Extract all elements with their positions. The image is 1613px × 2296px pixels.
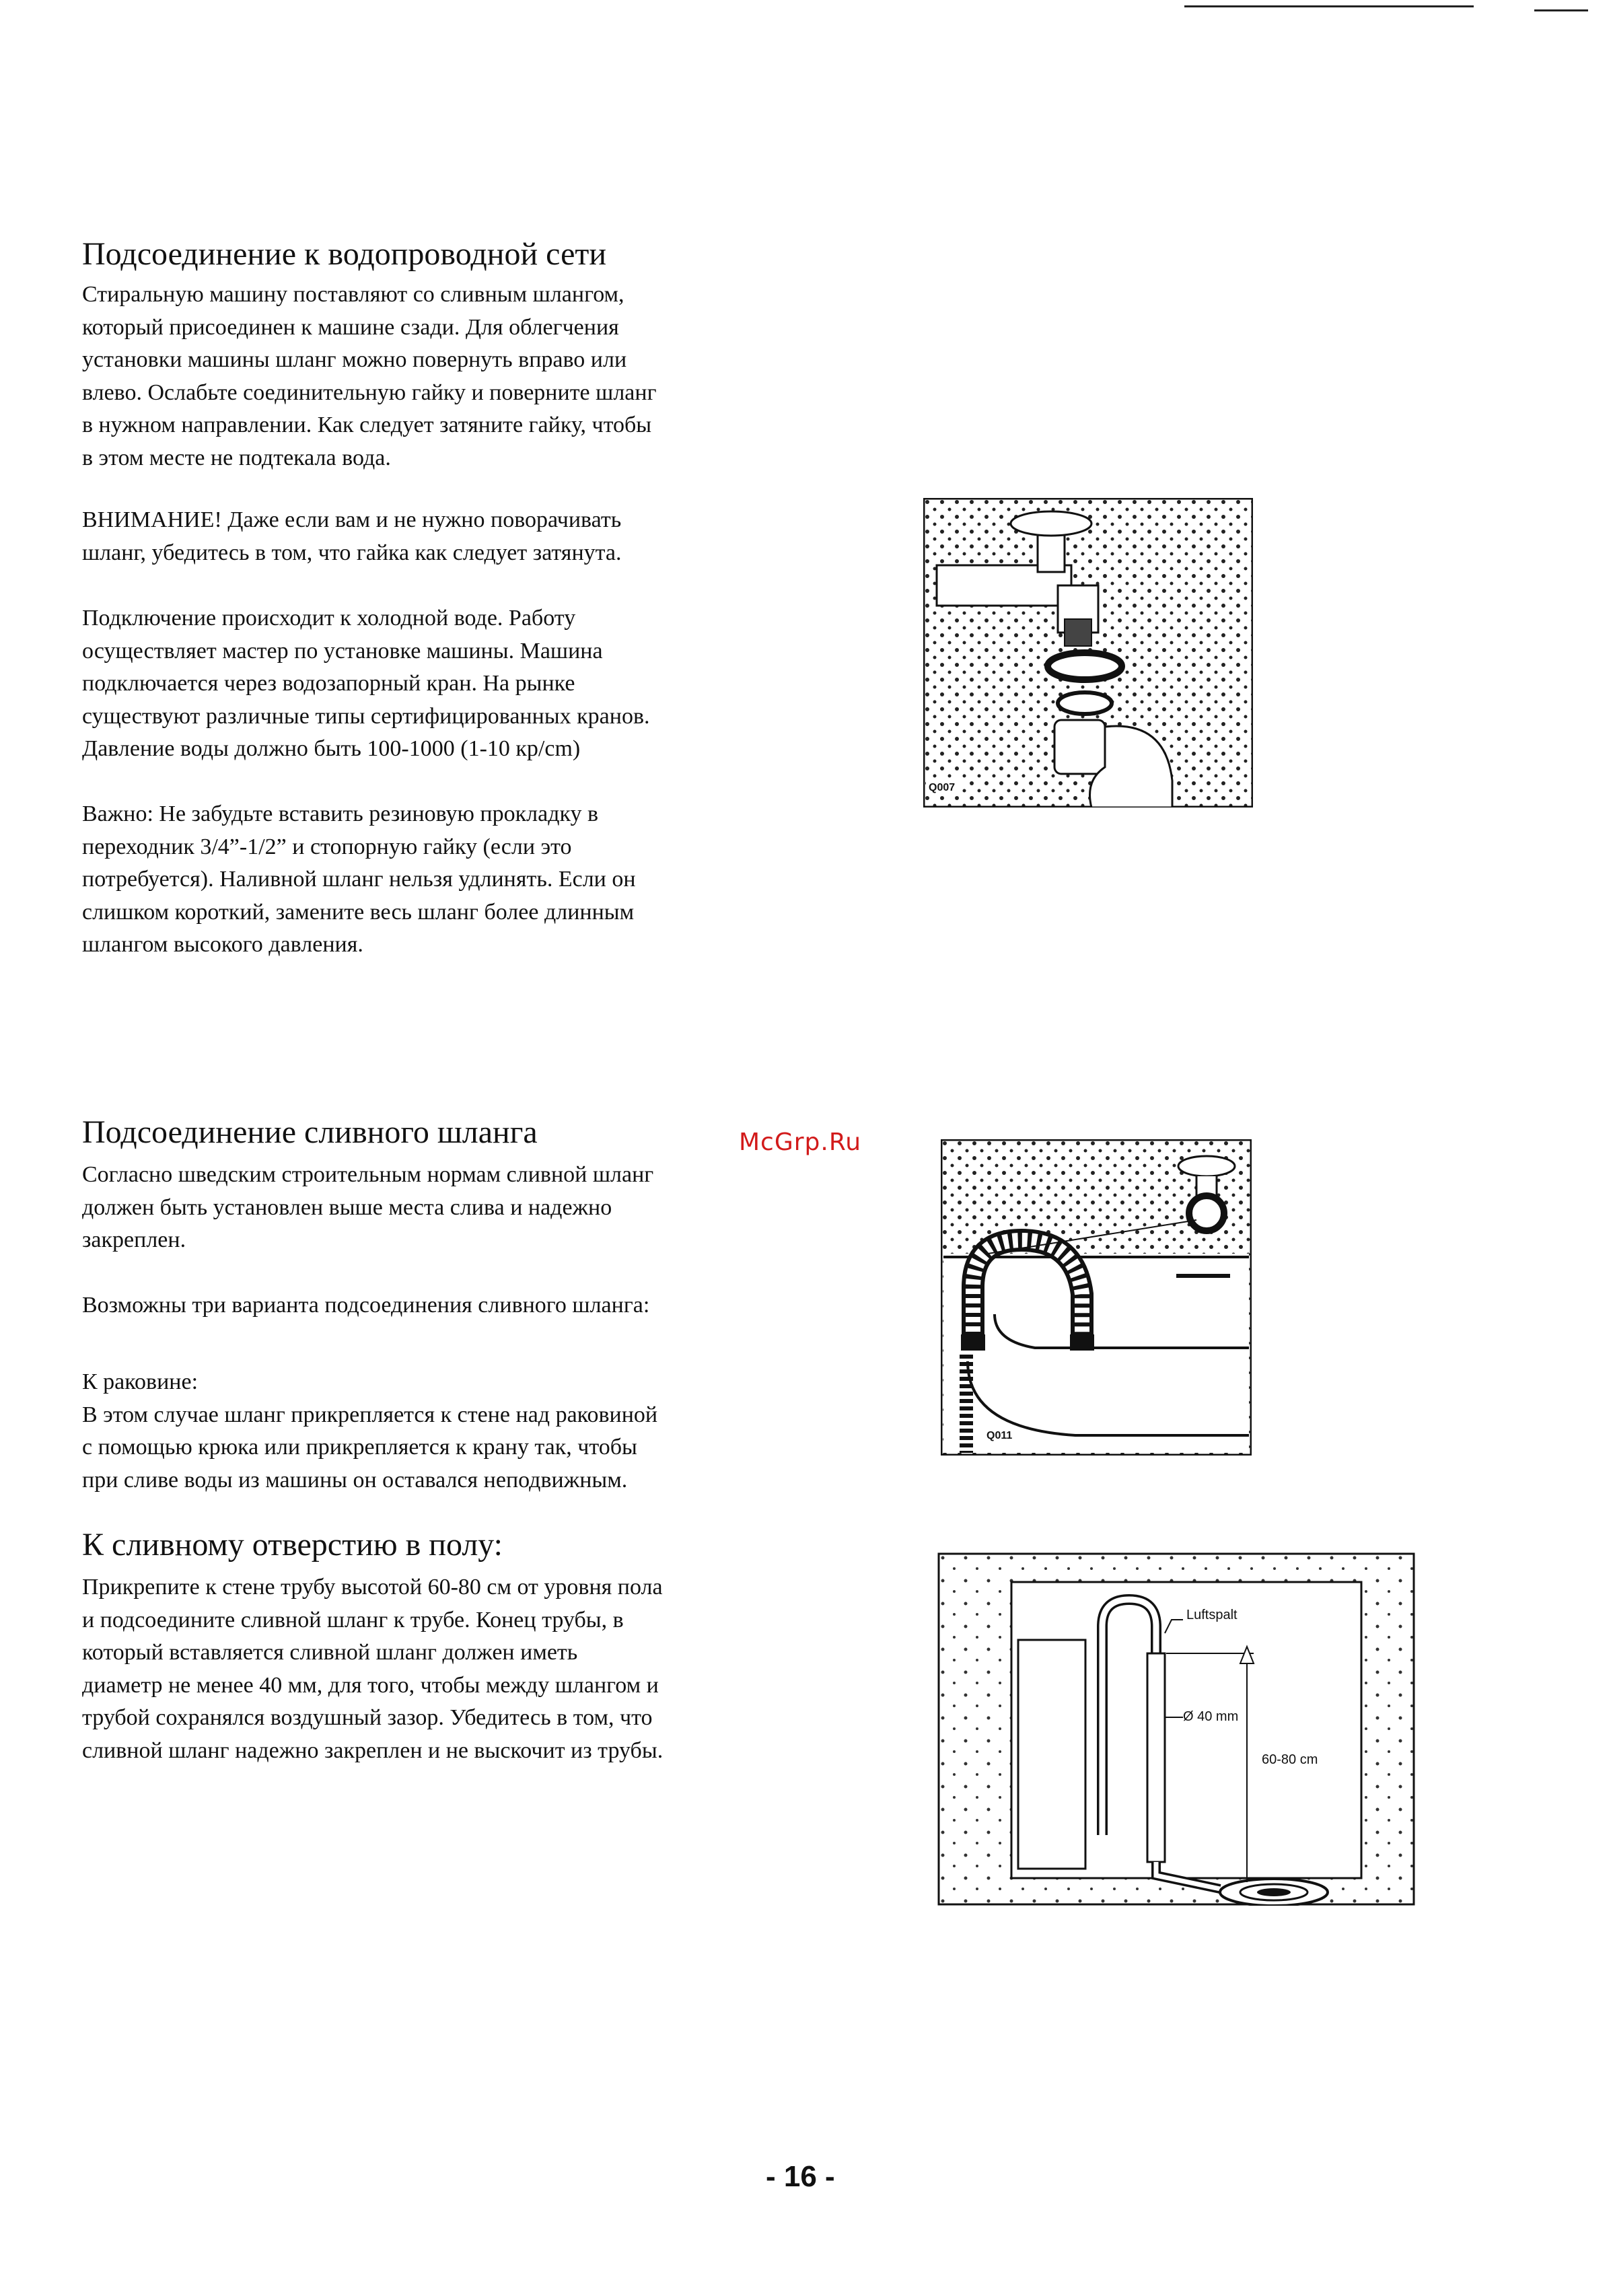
text-line: диаметр не менее 40 мм, для того, чтобы между шлангом и [82,1672,659,1698]
text-line: Возможны три варианта подсоединения сливного шланга: [82,1293,650,1318]
text-line: Давление воды должно быть 100-1000 (1-10 кр/cm) [82,736,581,761]
section-floor-para-1 [82,1571,663,1767]
watermark-text: McGrp.Ru [739,1128,862,1156]
sink-drain-drawing [941,1139,1252,1456]
text-line: трубой сохранялся воздушный зазор. Убедитесь в том, что [82,1705,653,1730]
text-line: Стиральную машину поставляют со сливным шлангом, [82,282,624,307]
height-label: 60-80 cm [1262,1752,1318,1767]
faucet-figure-code: Q007 [929,782,956,793]
text-line: В этом случае шланг прикрепляется к стене над раковиной [82,1402,658,1427]
section-drain-title: Подсоединение сливного шланга [82,1114,538,1150]
diameter-label: Ø 40 mm [1183,1709,1239,1724]
text-line: подключается через водозапорный кран. На рынке [82,671,575,696]
section-water-para-3 [82,602,650,766]
text-line: потребуется). Наливной шланг нельзя удлинять. Если он [82,867,636,892]
section-water-title: Подсоединение к водопроводной сети [82,236,607,272]
section-water-warning [82,504,622,569]
page-number: - 16 - [766,2160,835,2193]
text-line: сливной шланг надежно закреплен и не выскочит из трубы. [82,1737,664,1763]
text-line: установки машины шланг можно повернуть вправо или [82,347,627,372]
text-line: Прикрепите к стене трубу высотой 60-80 см от уровня пола [82,1575,663,1600]
text-line: в этом месте не подтекала вода. [82,445,391,470]
text-line: при сливе воды из машины он оставался неподвижным. [82,1467,628,1493]
text-line: Подключение происходит к холодной воде. Работу [82,606,576,631]
faucet-connection-figure [923,498,1253,808]
text-line: Важно: Не забудьте вставить резиновую прокладку в [82,801,599,826]
text-line: слишком короткий, замените весь шланг более длинным [82,899,635,925]
text-line: и подсоедините сливной шланг к трубе. Конец трубы, в [82,1607,624,1633]
section-water-para-1 [82,279,657,474]
scan-mark-top [1184,5,1474,7]
sink-figure-code: Q011 [987,1430,1013,1441]
text-line: Согласно шведским строительным нормам сливной шланг [82,1162,654,1187]
text-line: переходник 3/4”-1/2” и стопорную гайку (если это [82,834,572,859]
text-line: с помощью крюка или прикрепляется к крану так, чтобы [82,1435,637,1460]
text-line: ВНИМАНИЕ! Даже если вам и не нужно поворачивать [82,507,622,532]
text-line: который присоединен к машине сзади. Для облегчения [82,314,619,340]
scan-mark-top-right [1534,9,1588,11]
section-drain-sink [82,1366,657,1497]
text-line: шланг, убедитесь в том, что гайка как следует затянута. [82,540,622,565]
text-line: должен быть установлен выше места слива и надежно [82,1194,612,1220]
section-floor-title: К сливному отверстию в полу: [82,1527,503,1563]
floor-drain-drawing [937,1552,1415,1906]
text-line: К раковине: [82,1369,199,1394]
text-line: осуществляет мастер по установке машины. Машина [82,638,603,663]
sink-drain-figure [941,1139,1252,1456]
text-line: который вставляется сливной шланг должен иметь [82,1640,578,1665]
section-water-important [82,798,636,962]
text-line: шлангом высокого давления. [82,932,363,957]
text-line: существуют различные типы сертифицированных кранов. [82,703,650,729]
text-line: закреплен. [82,1227,186,1252]
luftspalt-label: Luftspalt [1186,1608,1238,1622]
section-drain-para-1 [82,1159,653,1257]
faucet-connection-drawing [923,498,1253,808]
text-line: влево. Ослабьте соединительную гайку и поверните шланг [82,380,657,405]
text-line: в нужном направлении. Как следует затяните гайку, чтобы [82,412,652,437]
section-drain-para-2 [82,1289,649,1322]
floor-drain-figure [937,1552,1415,1906]
